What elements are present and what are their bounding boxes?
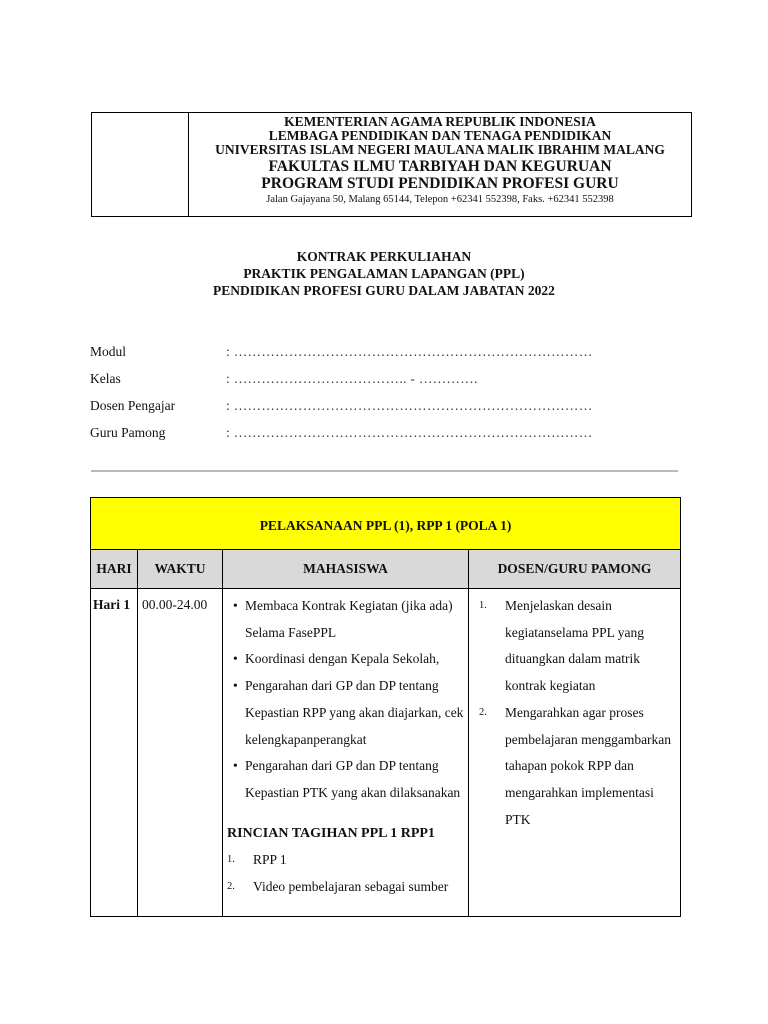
field-value: : ……………………………………………………………………: [226, 343, 593, 359]
cell-dosen: [469, 589, 681, 917]
cell-mahasiswa: [223, 589, 469, 917]
list-item: • Koordinasi dengan Kepala Sekolah,: [227, 646, 466, 673]
field-value: : ……………………………………………………………………: [226, 397, 593, 413]
list-item: • Pengarahan dari GP dan DP tentang Kepastian RPP yang akan diajarkan, cek kelengkapanperangkat: [227, 673, 466, 753]
col-header-hari: HARI: [91, 550, 138, 589]
cell-hari: Hari 1: [91, 589, 138, 917]
info-fields: [90, 338, 650, 446]
list-item: 1. Menjelaskan desain kegiatanselama PPL yang dituangkan dalam matrik kontrak kegiatan: [479, 598, 644, 694]
bullet-icon: •: [233, 678, 238, 694]
cell-waktu: 00.00-24.00: [138, 589, 223, 917]
horizontal-divider: [91, 470, 678, 472]
document-title: [0, 248, 768, 299]
field-label: Kelas: [90, 370, 121, 386]
list-item: 1. RPP 1: [227, 852, 287, 868]
title-line-2: PRAKTIK PENGALAMAN LAPANGAN (PPL): [243, 266, 525, 281]
table-header-row: [91, 550, 681, 589]
faculty-name: FAKULTAS ILMU TARBIYAH DAN KEGURUAN: [268, 157, 612, 175]
field-dosen-pengajar: [90, 392, 650, 419]
field-label: Guru Pamong: [90, 424, 166, 440]
field-label: Dosen Pengajar: [90, 397, 176, 413]
col-header-mahasiswa: MAHASISWA: [223, 550, 469, 589]
title-line-3: PENDIDIKAN PROFESI GURU DALAM JABATAN 2022: [213, 283, 555, 298]
list-item: 2. Video pembelajaran sebagai sumber: [227, 879, 449, 895]
field-modul: [90, 338, 650, 365]
address-line: Jalan Gajayana 50, Malang 65144, Telepon +62341 552398, Faks. +62341 552398: [266, 194, 614, 206]
field-value: : ……………………………………………………………………: [226, 424, 593, 440]
col-header-waktu: WAKTU: [138, 550, 223, 589]
field-value: : ……………………………….. - ………….: [226, 370, 478, 386]
ministry-name: KEMENTERIAN AGAMA REPUBLIK INDONESIA: [284, 114, 596, 129]
table-row: [91, 589, 681, 917]
list-item: 2. Mengarahkan agar proses pembelajaran menggambarkan tahapan pokok RPP dan mengarahkan implementasi PTK: [479, 704, 672, 827]
col-header-dosen: DOSEN/GURU PAMONG: [469, 550, 681, 589]
field-label: Modul: [90, 343, 127, 359]
logo-cell: [92, 113, 189, 216]
program-name: PROGRAM STUDI PENDIDIKAN PROFESI GURU: [261, 174, 619, 192]
field-kelas: [90, 365, 650, 392]
letterhead-box: [91, 112, 692, 217]
letterhead-text: [189, 113, 691, 216]
title-line-1: KONTRAK PERKULIAHAN: [296, 249, 472, 264]
bullet-icon: •: [233, 651, 238, 667]
bullet-icon: •: [233, 758, 238, 774]
rincian-heading: RINCIAN TAGIHAN PPL 1 RPP1: [227, 825, 435, 841]
list-item: • Pengarahan dari GP dan DP tentang Kepastian PTK yang akan dilaksanakan: [227, 753, 466, 806]
university-name: UNIVERSITAS ISLAM NEGERI MAULANA MALIK IBRAHIM MALANG: [215, 142, 665, 158]
table-banner: PELAKSANAAN PPL (1), RPP 1 (POLA 1): [91, 498, 681, 550]
schedule-table: [90, 497, 681, 917]
institution-name: LEMBAGA PENDIDIKAN DAN TENAGA PENDIDIKAN: [268, 128, 612, 144]
field-guru-pamong: [90, 419, 650, 446]
list-item: • Membaca Kontrak Kegiatan (jika ada) Selama FasePPL: [227, 593, 466, 646]
bullet-icon: •: [233, 598, 238, 613]
